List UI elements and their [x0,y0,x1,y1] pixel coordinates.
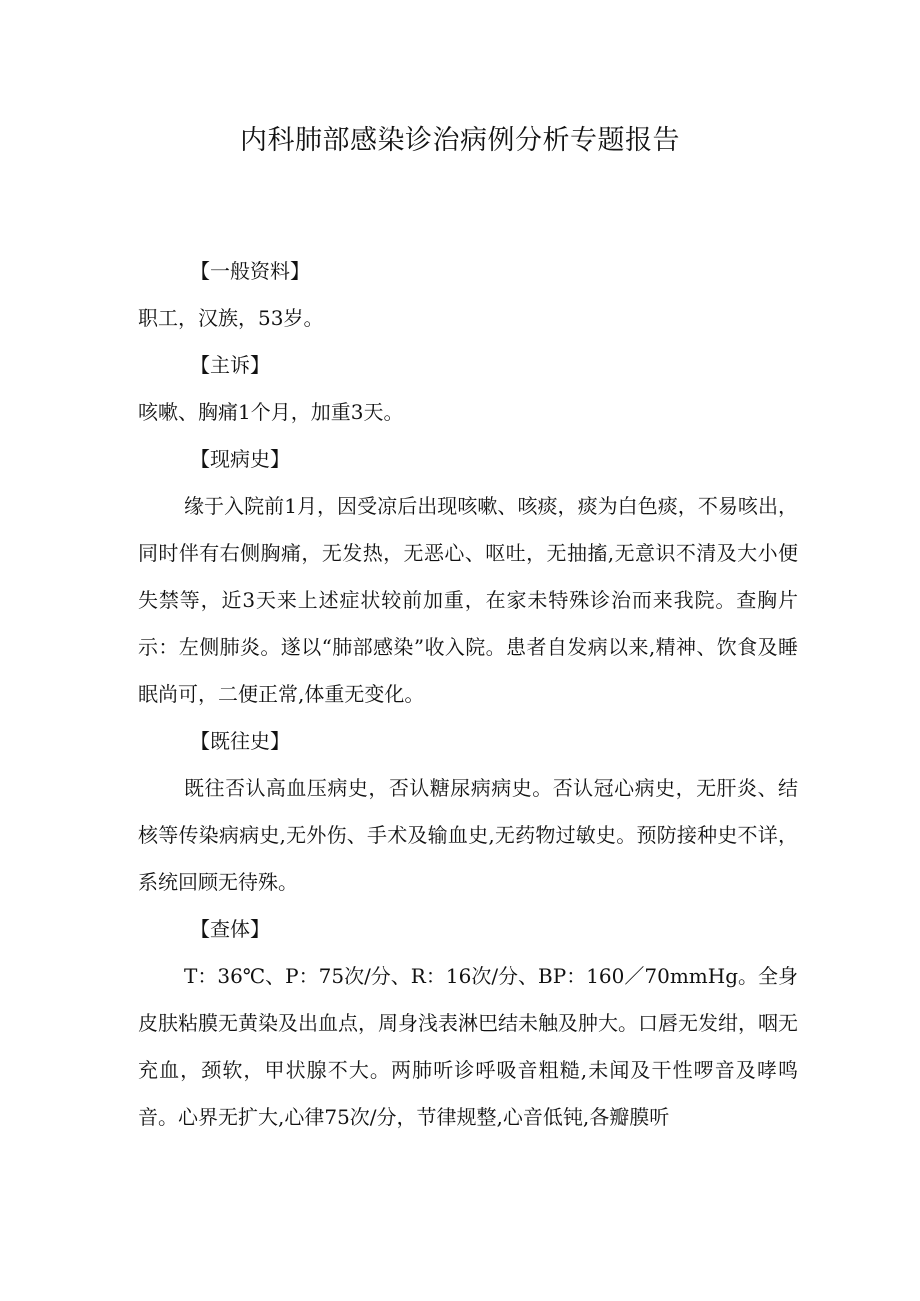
document-body [138,248,798,1141]
section-heading-physical-exam: 【查体】 [190,917,270,941]
section-heading-chief-complaint: 【主诉】 [190,353,270,377]
section-text-past-history: 既往否认高血压病史，否认糖尿病病史。否认冠心病史，无肝炎、结核等传染病病史,无外伤、手术及输血史,无药物过敏史。预防接种史不详，系统回顾无待殊。 [138,776,798,894]
section-heading-general-info: 【一般资料】 [190,259,310,283]
section-text-physical-exam: T：36℃、P：75次/分、R：16次/分、BP：160／70mmHg。全身皮肤粘膜无黄染及出血点，周身浅表淋巴结未触及肿大。口唇无发绀，咽无充血，颈软，甲状腺不大。两肺听诊呼吸音粗糙,未闻及干性啰音及哮鸣音。心界无扩大,心律75次/分，节律规整,心音低钝,各瓣膜听 [138,964,799,1129]
document-title: 内科肺部感染诊治病例分析专题报告 [240,125,680,156]
section-heading-present-illness: 【现病史】 [190,447,290,471]
section-text-chief-complaint: 咳嗽、胸痛1个月，加重3天。 [138,400,404,424]
section-text-present-illness: 缘于入院前1月，因受凉后出现咳嗽、咳痰，痰为白色痰，不易咳出，同时伴有右侧胸痛，无发热，无恶心、呕吐，无抽搐,无意识不清及大小便失禁等，近3天来上述症状较前加重，在家未特殊诊治而来我院。查胸片示：左侧肺炎。遂以“肺部感染”收入院。患者自发病以来,精神、饮食及睡眠尚可，二便正常,体重无变化。 [138,494,798,706]
section-heading-past-history: 【既往史】 [190,729,290,753]
section-text-general-info: 职工，汉族，53岁。 [138,306,324,330]
